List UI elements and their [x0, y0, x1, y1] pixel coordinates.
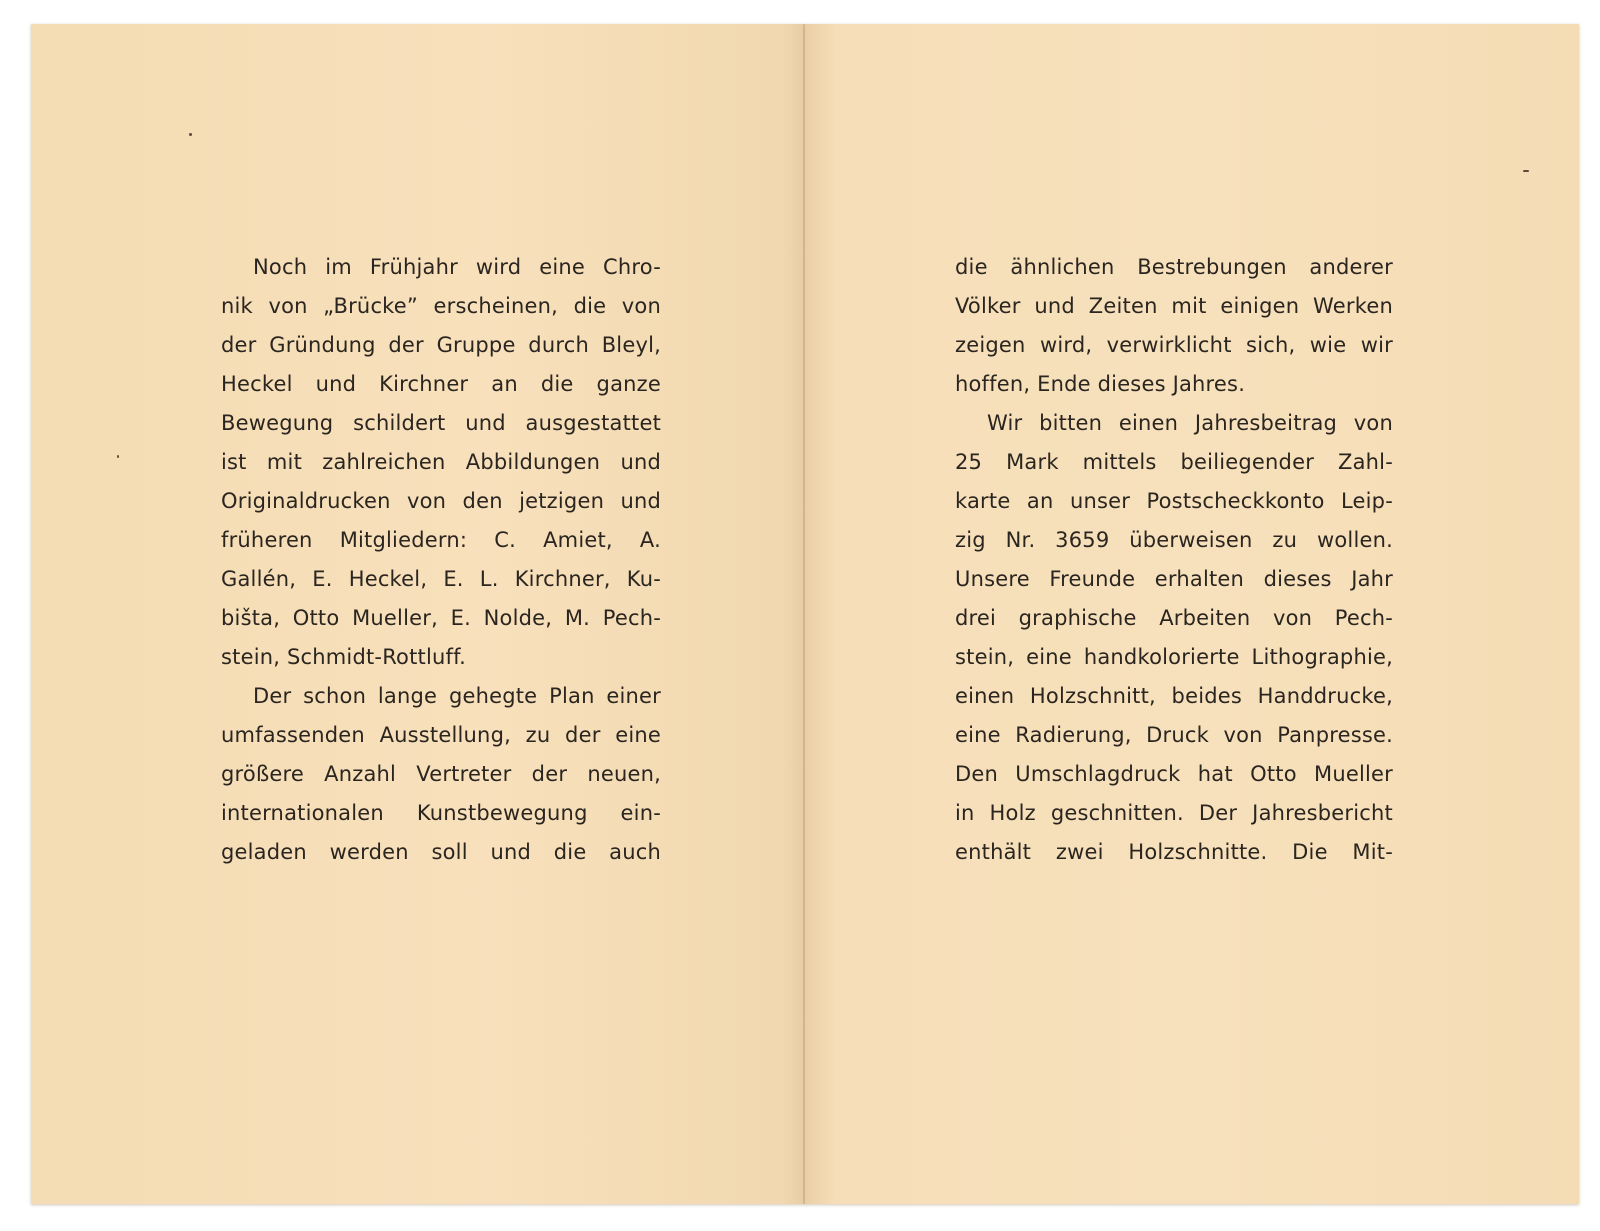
- text-line: hoffen, Ende dieses Jahres.: [955, 372, 1246, 396]
- paragraph: [221, 248, 661, 677]
- text-line: ist mit zahlreichen Abbildungen und: [221, 450, 661, 474]
- text-line: umfassenden Ausstellung, zu der eine: [221, 723, 661, 747]
- text-line: einen Holzschnitt, beides Handdrucke,: [955, 684, 1393, 708]
- right-page-text: [955, 248, 1393, 872]
- text-line: Den Umschlagdruck hat Otto Mueller: [955, 762, 1393, 786]
- text-line: eine Radierung, Druck von Panpresse.: [955, 723, 1393, 747]
- text-line: Der schon lange gehegte Plan einer: [253, 684, 661, 708]
- paper-speck: [117, 455, 119, 458]
- text-line: der Gründung der Gruppe durch Bleyl,: [221, 333, 661, 357]
- paper-speck: [189, 133, 192, 136]
- booklet-spread: [31, 24, 1579, 1204]
- text-line: nik von „Brücke” erscheinen, die von: [221, 294, 661, 318]
- paper-speck: [1523, 170, 1529, 172]
- text-line: Völker und Zeiten mit einigen Werken: [955, 294, 1393, 318]
- paragraph: [955, 248, 1393, 404]
- paragraph: [955, 404, 1393, 872]
- text-line: Unsere Freunde erhalten dieses Jahr: [955, 567, 1393, 591]
- text-line: internationalen Kunstbewegung ein-: [221, 801, 661, 825]
- paragraph: [221, 677, 661, 872]
- text-line: 25 Mark mittels beiliegender Zahl-: [955, 450, 1393, 474]
- text-line: geladen werden soll und die auch: [221, 840, 661, 864]
- text-line: Gallén, E. Heckel, E. L. Kirchner, Ku-: [221, 567, 661, 591]
- right-page: [805, 24, 1579, 1204]
- text-line: größere Anzahl Vertreter der neuen,: [221, 762, 661, 786]
- left-page: [31, 24, 805, 1204]
- text-line: zeigen wird, verwirklicht sich, wie wir: [955, 333, 1393, 357]
- text-line: Originaldrucken von den jetzigen und: [221, 489, 661, 513]
- text-line: bišta, Otto Mueller, E. Nolde, M. Pech-: [221, 606, 661, 630]
- text-line: drei graphische Arbeiten von Pech-: [955, 606, 1393, 630]
- text-line: früheren Mitgliedern: C. Amiet, A.: [221, 528, 661, 552]
- text-line: Bewegung schildert und ausgestattet: [221, 411, 661, 435]
- text-line: Heckel und Kirchner an die ganze: [221, 372, 661, 396]
- text-line: stein, eine handkolorierte Lithographie,: [955, 645, 1393, 669]
- text-line: die ähnlichen Bestrebungen anderer: [955, 255, 1393, 279]
- text-line: Noch im Frühjahr wird eine Chro-: [253, 255, 661, 279]
- left-page-text: [221, 248, 661, 872]
- text-line: Wir bitten einen Jahresbeitrag von: [987, 411, 1393, 435]
- text-line: karte an unser Postscheckkonto Leip-: [955, 489, 1393, 513]
- text-line: stein, Schmidt-Rottluff.: [221, 645, 467, 669]
- text-line: zig Nr. 3659 überweisen zu wollen.: [955, 528, 1393, 552]
- text-line: enthält zwei Holzschnitte. Die Mit-: [955, 840, 1393, 864]
- text-line: in Holz geschnitten. Der Jahresbericht: [955, 801, 1393, 825]
